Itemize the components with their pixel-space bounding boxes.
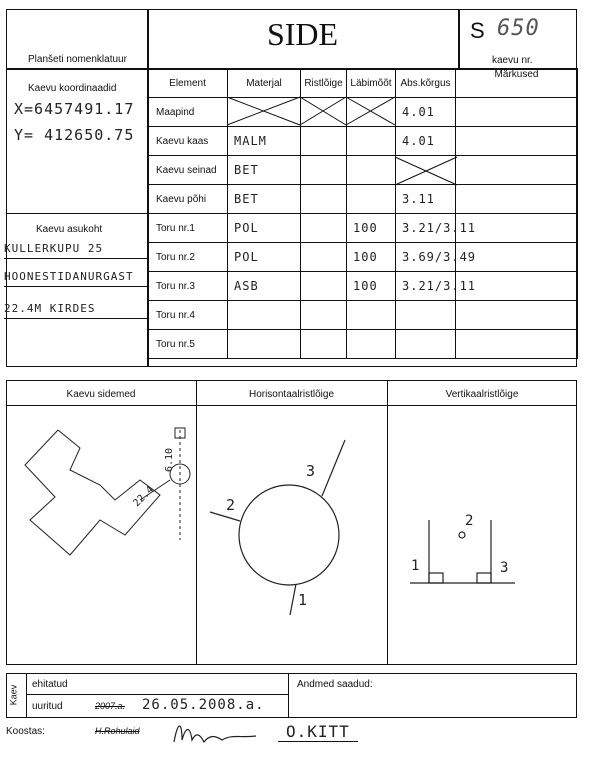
cell-diameter: 100 [347,243,396,272]
coord-x: X=6457491.17 [14,100,135,118]
horizontal-section [210,440,345,615]
footer-frame [6,673,577,718]
cell-diameter: 100 [347,214,396,243]
surveyed-label: uuritud [32,701,63,712]
compiled-label: Koostas: [6,726,45,737]
signature-icon [170,716,270,748]
location-label: Kaevu asukoht [36,224,103,235]
nomenclature-label: Planšeti nomenklatuur [28,54,127,65]
col-header-diameter: Läbimõõt [347,69,396,98]
sketch-title-horizontal: Horisontaalristlõige [248,389,335,400]
v-label-3: 3 [500,560,509,576]
surveyed-old-value: 2007.a. [95,701,126,711]
coords-label: Kaevu koordinaadid [28,83,117,94]
cell-element: Toru nr.4 [148,301,228,330]
location-line-2: HOONESTIDANURGAST [4,270,147,287]
col-header-material: Materjal [228,69,301,98]
cell-material: POL [228,214,301,243]
cell-element: Kaevu seinad [148,156,228,185]
footer-mid-divider [26,694,288,695]
v-label-1: 1 [411,558,420,574]
well-code-sub: kaevu nr. [492,55,533,66]
cell-element: Toru nr.2 [148,243,228,272]
page-title: SIDE [266,16,339,52]
site-dim-2: 6.10 [164,447,175,472]
cell-element: Kaevu põhi [148,185,228,214]
sketch-title-connections: Kaevu sidemed [66,389,136,400]
col-header-cross-section: Ristlõige [301,69,347,98]
cell-elevation: 4.01 [396,98,456,127]
cell-material: BET [228,185,301,214]
cell-elevation: 3.69/3.49 [396,243,456,272]
cell-element: Toru nr.5 [148,330,228,359]
cell-material: BET [228,156,301,185]
cell-material: ASB [228,272,301,301]
coord-y: Y= 412650.75 [14,126,135,144]
cell-material: POL [228,243,301,272]
location-line-3: 22.4M KIRDES [4,302,147,319]
site-sketch [25,428,190,555]
site-dim-1: 22.4 [131,484,157,510]
cell-elevation: 4.01 [396,127,456,156]
h-pipe-label-1: 1 [298,591,308,609]
well-code-number: 650 [497,16,540,41]
footer-side-label: Kaev [8,684,19,706]
h-pipe-label-3: 3 [306,462,316,480]
footer-side-divider [26,673,27,718]
col-header-elevation: Abs.kõrgus [396,69,456,98]
surveyed-value: 26.05.2008.a. [142,697,265,713]
cell-elevation: 3.21/3.11 [396,272,456,301]
sketch-title-vertical: Vertikaalristlõige [445,389,519,400]
received-label: Andmed saadud: [297,679,373,690]
compiled-value: O.KITT [278,722,358,742]
cell-element: Kaevu kaas [148,127,228,156]
cell-element: Toru nr.3 [148,272,228,301]
cell-element: Maapind [148,98,228,127]
cell-element: Toru nr.1 [148,214,228,243]
col-header-element: Element [148,69,228,98]
v-label-2: 2 [465,513,474,529]
location-line-1: KULLERKUPU 25 [4,242,147,259]
footer-col-divider [288,673,289,718]
built-label: ehitatud [32,679,68,690]
compiled-old-value: H.Rohulaid [95,726,140,736]
well-code-letter: S [470,18,485,43]
cell-material: MALM [228,127,301,156]
cell-diameter: 100 [347,272,396,301]
h-pipe-label-2: 2 [226,496,236,514]
cell-elevation: 3.21/3.11 [396,214,456,243]
col-header-remarks: Märkused [456,69,578,98]
cell-elevation: 3.11 [396,185,456,214]
